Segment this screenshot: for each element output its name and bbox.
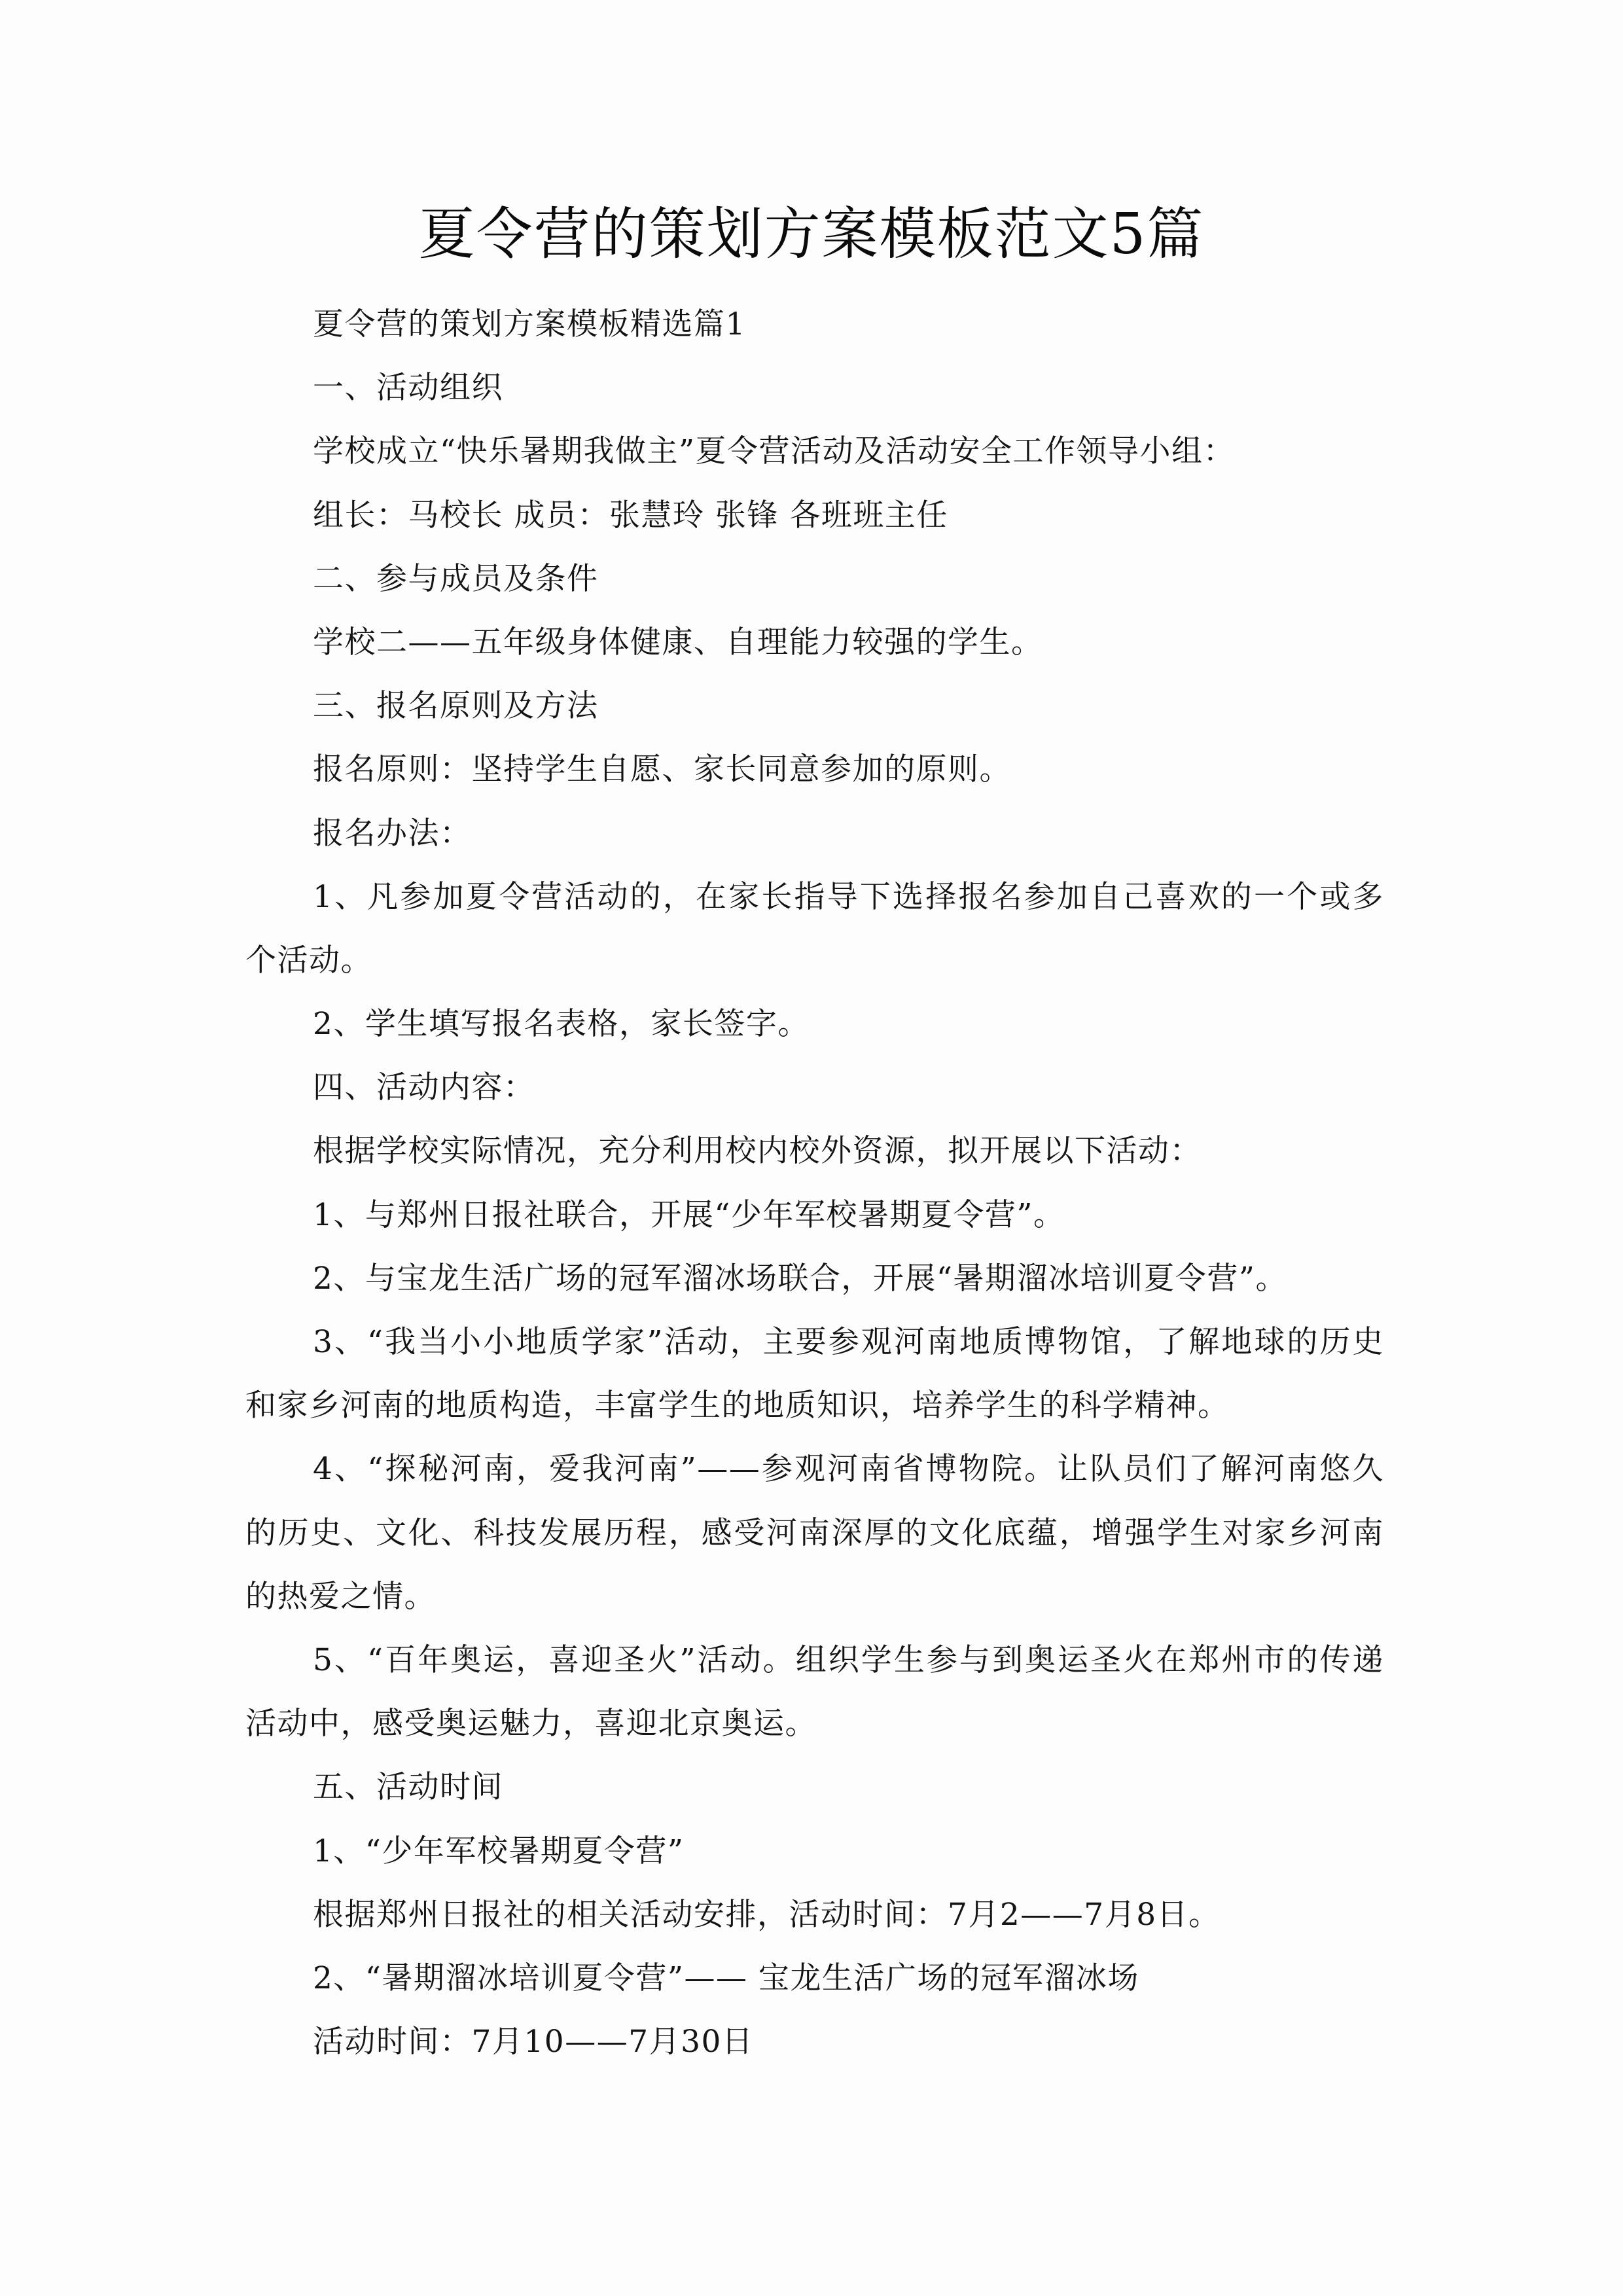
paragraph: 学校成立“快乐暑期我做主”夏令营活动及活动安全工作领导小组： [313,433,1236,470]
heading-registration: 三、报名原则及方法 [313,688,599,725]
heading-activity-content: 四、活动内容： [313,1069,535,1106]
list-item: 5、“百年奥运，喜迎圣火”活动。组织学生参与到奥运圣火在郑州市的传递 [313,1641,1384,1678]
list-item-continuation: 的历史、文化、科技发展历程，感受河南深厚的文化底蕴，增强学生对家乡河南 [245,1515,1384,1551]
paragraph: 活动时间：7月10——7月30日 [313,2024,754,2060]
list-item-continuation: 和家乡河南的地质构造，丰富学生的地质知识，培养学生的科学精神。 [245,1388,1230,1424]
list-item-continuation: 的热爱之情。 [245,1578,436,1615]
heading-participants: 二、参与成员及条件 [313,560,599,597]
document-title: 夏令营的策划方案模板范文5篇 [418,202,1205,267]
list-item-continuation: 活动中，感受奥运魅力，喜迎北京奥运。 [245,1706,817,1742]
paragraph: 根据学校实际情况，充分利用校内校外资源，拟开展以下活动： [313,1133,1202,1170]
list-item: 4、“探秘河南，爱我河南”——参观河南省博物院。让队员们了解河南悠久 [313,1451,1384,1488]
document-body [245,293,1384,2073]
list-item: 2、“暑期溜冰培训夏令营”—— 宝龙生活广场的冠军溜冰场 [313,1960,1139,1996]
list-item: 1、“少年军校暑期夏令营” [313,1833,685,1869]
paragraph-continuation: 个活动。 [245,942,372,978]
paragraph: 学校二——五年级身体健康、自理能力较强的学生。 [313,624,1043,660]
paragraph: 组长：马校长 成员：张慧玲 张锋 各班班主任 [313,497,948,533]
paragraph: 报名原则：坚持学生自愿、家长同意参加的原则。 [313,751,1011,788]
paragraph: 报名办法： [313,815,472,852]
list-item: 2、与宝龙生活广场的冠军溜冰场联合，开展“暑期溜冰培训夏令营”。 [313,1260,1287,1297]
list-item: 3、“我当小小地质学家”活动，主要参观河南地质博物馆，了解地球的历史 [313,1324,1384,1360]
heading-activity-time: 五、活动时间 [313,1769,503,1806]
list-item: 1、与郑州日报社联合，开展“少年军校暑期夏令营”。 [313,1196,1065,1233]
paragraph: 根据郑州日报社的相关活动安排，活动时间：7月2——7月8日。 [313,1896,1221,1933]
heading-activity-organization: 一、活动组织 [313,370,503,406]
paragraph: 1、凡参加夏令营活动的，在家长指导下选择报名参加自己喜欢的一个或多 [313,878,1384,915]
section-heading-1: 夏令营的策划方案模板精选篇1 [313,306,746,342]
paragraph: 2、学生填写报名表格，家长签字。 [313,1006,810,1043]
